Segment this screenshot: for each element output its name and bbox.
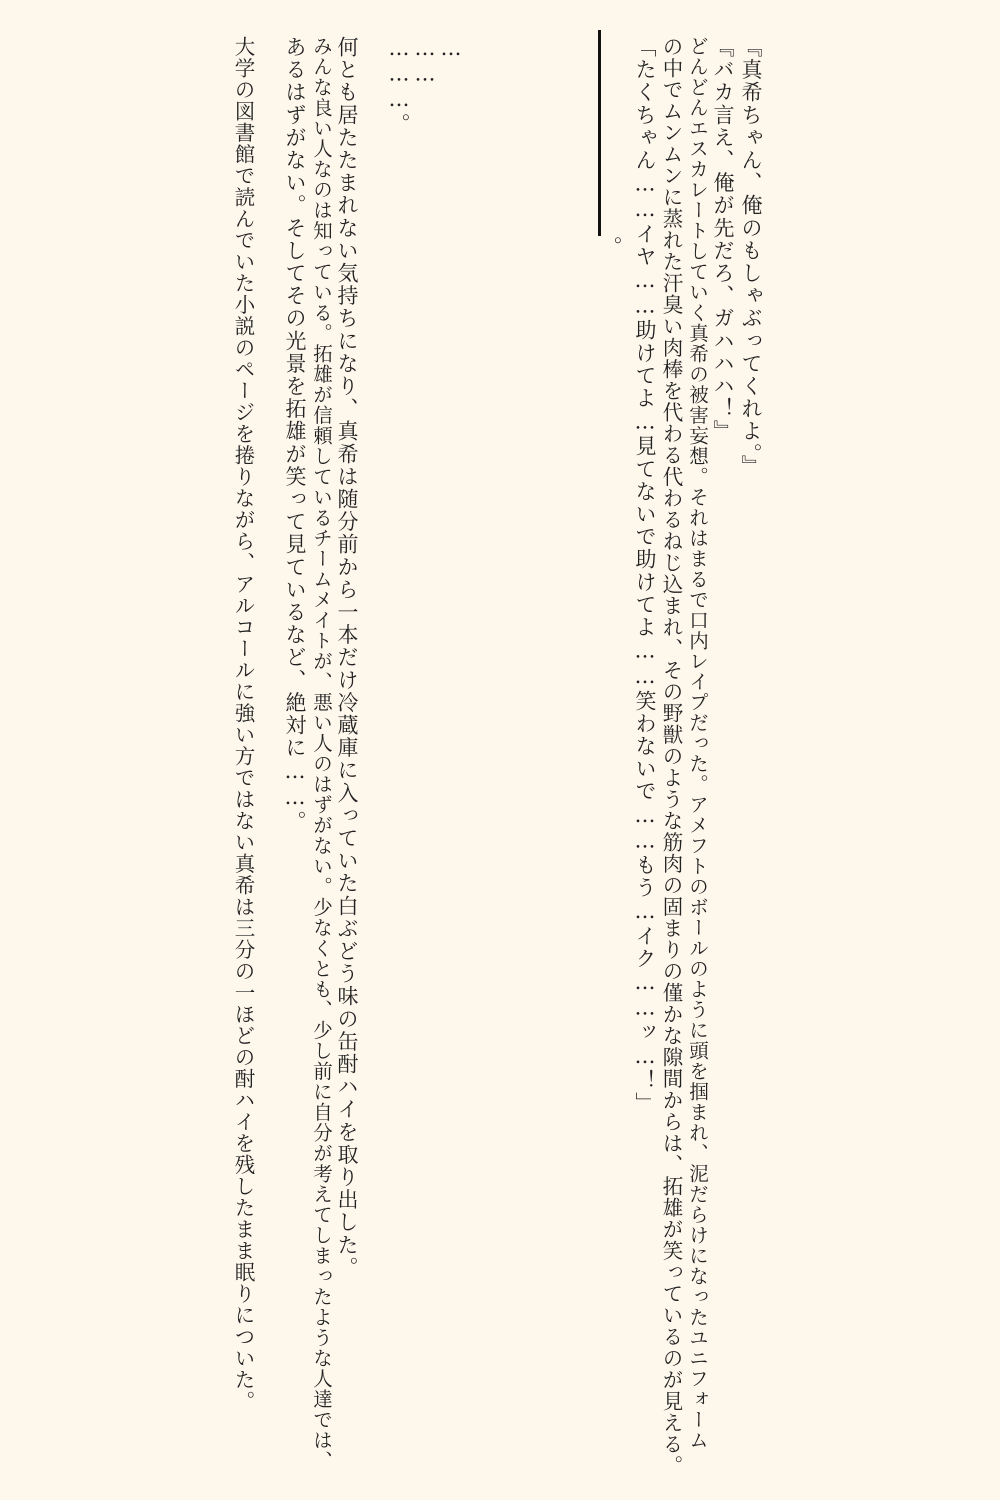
- text-line-7: …: [439, 36, 463, 62]
- text-line-11: みんな良い人なのは知っている。拓雄が信頼しているチームメイトが、悪い人のはずがない。少なくとも、少し前に自分が考えてしまったような人達では、: [310, 36, 333, 1471]
- text-line-2: 『バカ言え、俺が先だろ、ガハハハ！』: [711, 36, 735, 443]
- text-line-13: 大学の図書館で読んでいた小説のページを捲りながら、アルコールに強い方ではない真希は三分の一ほどの酎ハイを残したまま眠りについた。: [231, 36, 255, 1412]
- text-line-9: ………。: [387, 36, 411, 136]
- text-line-1: 『真希ちゃん、俺のもしゃぶってくれよ。』: [739, 36, 763, 478]
- text-line-8: ……: [413, 36, 437, 88]
- text-line-4: の中でムンムンに蒸れた汗臭い肉棒を代わる代わるねじ込まれ、その野獣のような筋肉の固まりの僅かな隙間からは、拓雄が笑っているのが見える。: [659, 36, 683, 1477]
- text-line-10: 何とも居たたまれない気持ちになり、真希は随分前から一本だけ冷蔵庫に入っていた白ぶどう味の缶酎ハイを取り出した。: [335, 36, 359, 1279]
- text-line-3: どんどんエスカレートしていく真希の被害妄想。それはまるで口内レイプだった。アメフトのボールのように頭を掴まれ、泥だらけになったユニフォーム: [686, 36, 709, 1451]
- text-line-12: あるはずがない。そしてその光景を拓雄が笑って見ているなど、絶対に……。: [283, 36, 307, 833]
- dash-period: 。: [599, 236, 623, 259]
- em-dash-line: [598, 30, 601, 236]
- text-line-5: 「たくちゃん……イヤ……助けてよ…見てないで助けてよ……笑わないで……もう…イク……ッ…！」: [633, 36, 657, 1115]
